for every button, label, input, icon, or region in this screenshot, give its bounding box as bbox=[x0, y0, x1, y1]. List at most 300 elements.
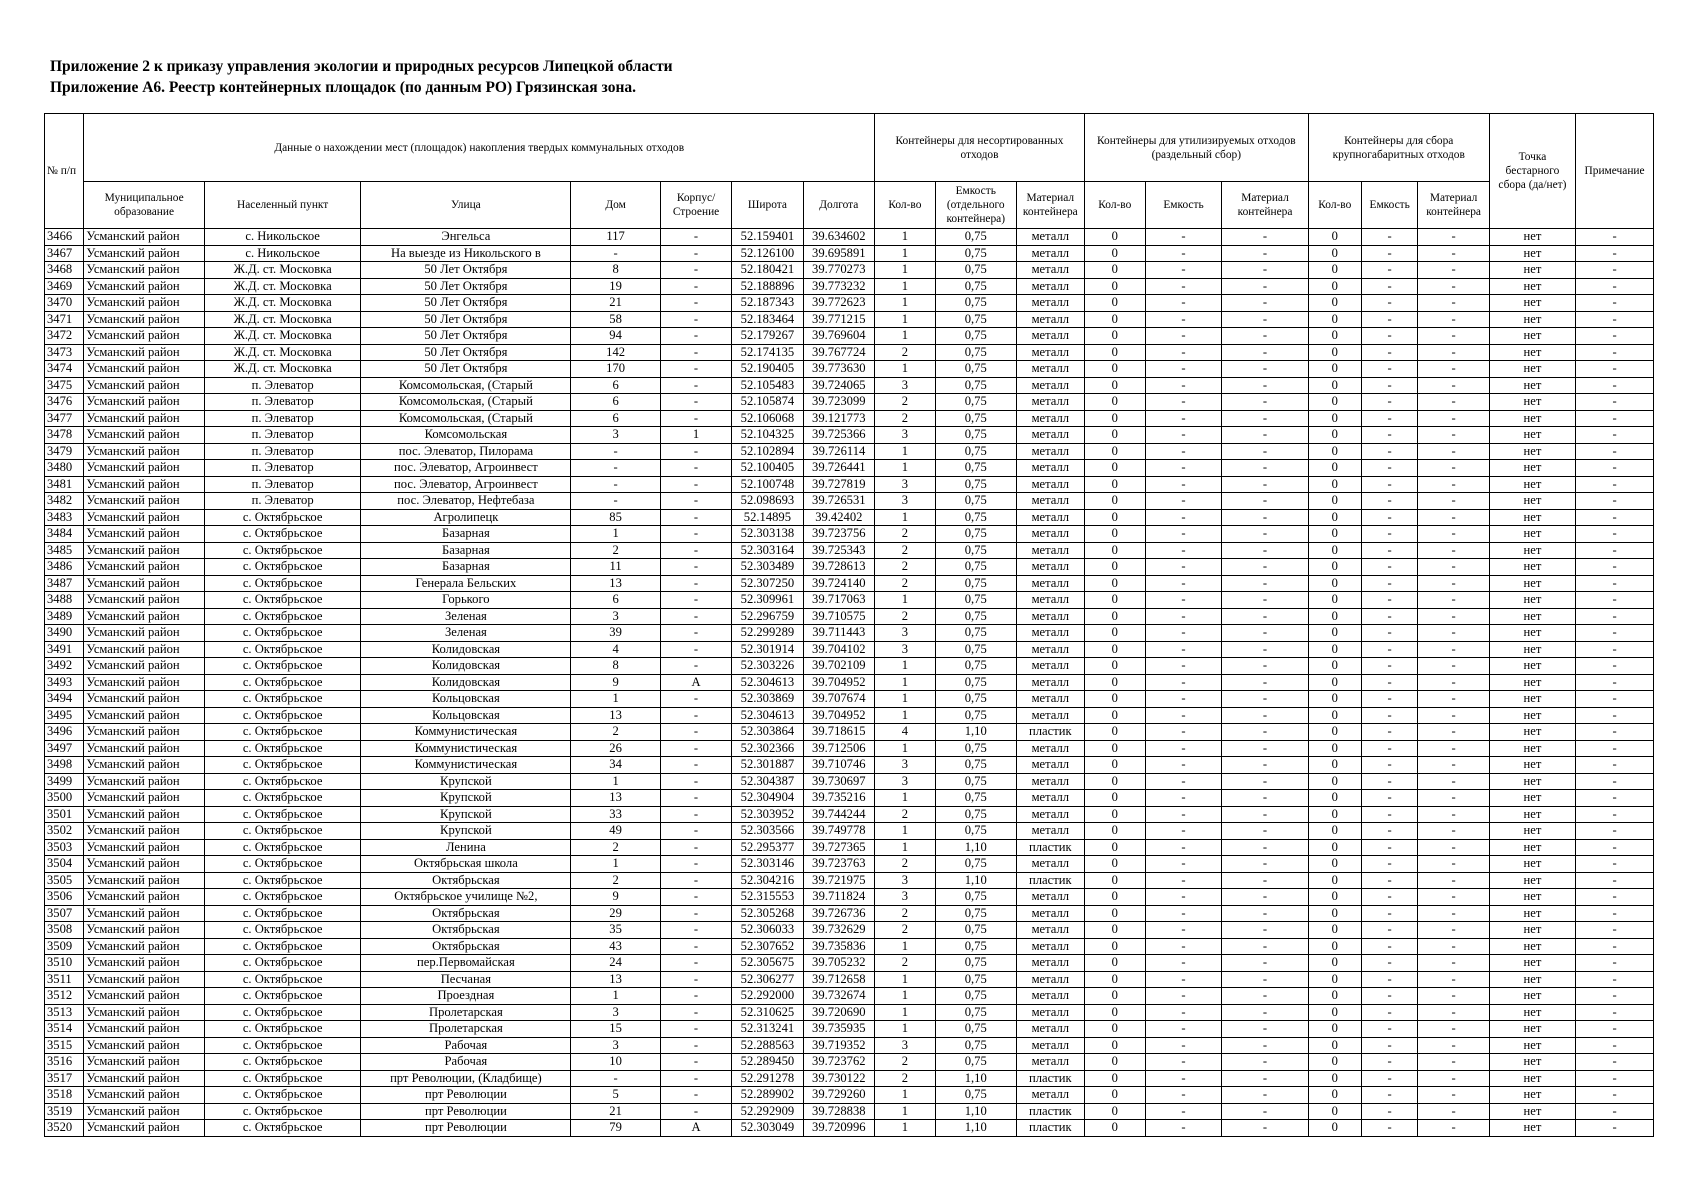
header-street: Улица bbox=[361, 182, 571, 229]
cell-municipality: Усманский район bbox=[84, 823, 204, 840]
cell-bulky-count: 0 bbox=[1308, 625, 1361, 642]
cell-bulky-count: 0 bbox=[1308, 1070, 1361, 1087]
cell-recyclable-material: - bbox=[1222, 872, 1308, 889]
cell-collection-point: нет bbox=[1489, 1087, 1575, 1104]
cell-number: 3491 bbox=[45, 641, 84, 658]
cell-recyclable-capacity: - bbox=[1145, 559, 1222, 576]
cell-recyclable-material: - bbox=[1222, 608, 1308, 625]
cell-house: 11 bbox=[571, 559, 661, 576]
cell-number: 3489 bbox=[45, 608, 84, 625]
cell-number: 3512 bbox=[45, 988, 84, 1005]
cell-longitude: 39.729260 bbox=[803, 1087, 874, 1104]
cell-bulky-count: 0 bbox=[1308, 278, 1361, 295]
cell-building: - bbox=[660, 278, 731, 295]
cell-recyclable-material: - bbox=[1222, 971, 1308, 988]
cell-house: 58 bbox=[571, 311, 661, 328]
cell-unsorted-count: 1 bbox=[875, 1103, 936, 1120]
cell-collection-point: нет bbox=[1489, 575, 1575, 592]
cell-street: Горького bbox=[361, 592, 571, 609]
cell-building: - bbox=[660, 872, 731, 889]
cell-collection-point: нет bbox=[1489, 922, 1575, 939]
cell-recyclable-count: 0 bbox=[1084, 377, 1145, 394]
cell-latitude: 52.303869 bbox=[732, 691, 803, 708]
cell-collection-point: нет bbox=[1489, 872, 1575, 889]
cell-unsorted-capacity: 0,75 bbox=[935, 922, 1016, 939]
cell-unsorted-capacity: 0,75 bbox=[935, 707, 1016, 724]
cell-recyclable-capacity: - bbox=[1145, 1021, 1222, 1038]
cell-unsorted-count: 2 bbox=[875, 394, 936, 411]
cell-unsorted-material: металл bbox=[1016, 361, 1084, 378]
cell-building: - bbox=[660, 493, 731, 510]
cell-collection-point: нет bbox=[1489, 1120, 1575, 1137]
cell-longitude: 39.730122 bbox=[803, 1070, 874, 1087]
cell-municipality: Усманский район bbox=[84, 905, 204, 922]
table-row bbox=[45, 295, 1654, 312]
cell-recyclable-material: - bbox=[1222, 1120, 1308, 1137]
cell-recyclable-count: 0 bbox=[1084, 1103, 1145, 1120]
cell-unsorted-material: металл bbox=[1016, 757, 1084, 774]
cell-bulky-capacity: - bbox=[1361, 823, 1417, 840]
cell-municipality: Усманский район bbox=[84, 641, 204, 658]
table-row bbox=[45, 427, 1654, 444]
cell-bulky-capacity: - bbox=[1361, 245, 1417, 262]
cell-recyclable-material: - bbox=[1222, 542, 1308, 559]
cell-bulky-material: - bbox=[1418, 311, 1489, 328]
cell-recyclable-count: 0 bbox=[1084, 460, 1145, 477]
cell-latitude: 52.305268 bbox=[732, 905, 803, 922]
cell-bulky-count: 0 bbox=[1308, 889, 1361, 906]
cell-recyclable-material: - bbox=[1222, 938, 1308, 955]
cell-number: 3496 bbox=[45, 724, 84, 741]
cell-recyclable-material: - bbox=[1222, 1021, 1308, 1038]
cell-recyclable-capacity: - bbox=[1145, 460, 1222, 477]
cell-municipality: Усманский район bbox=[84, 740, 204, 757]
cell-latitude: 52.183464 bbox=[732, 311, 803, 328]
cell-bulky-capacity: - bbox=[1361, 1087, 1417, 1104]
cell-bulky-capacity: - bbox=[1361, 641, 1417, 658]
cell-building: - bbox=[660, 1021, 731, 1038]
cell-collection-point: нет bbox=[1489, 707, 1575, 724]
cell-number: 3482 bbox=[45, 493, 84, 510]
cell-recyclable-capacity: - bbox=[1145, 278, 1222, 295]
cell-recyclable-material: - bbox=[1222, 674, 1308, 691]
cell-unsorted-capacity: 0,75 bbox=[935, 1037, 1016, 1054]
cell-street: Коммунистическая bbox=[361, 740, 571, 757]
cell-recyclable-material: - bbox=[1222, 245, 1308, 262]
cell-unsorted-capacity: 0,75 bbox=[935, 410, 1016, 427]
cell-unsorted-count: 1 bbox=[875, 295, 936, 312]
cell-longitude: 39.732674 bbox=[803, 988, 874, 1005]
cell-street: Комсомольская, (Старый bbox=[361, 394, 571, 411]
cell-recyclable-material: - bbox=[1222, 509, 1308, 526]
cell-recyclable-count: 0 bbox=[1084, 922, 1145, 939]
cell-unsorted-material: металл bbox=[1016, 938, 1084, 955]
cell-unsorted-count: 2 bbox=[875, 905, 936, 922]
table-row bbox=[45, 559, 1654, 576]
cell-unsorted-material: металл bbox=[1016, 1087, 1084, 1104]
cell-bulky-count: 0 bbox=[1308, 1021, 1361, 1038]
cell-settlement: п. Элеватор bbox=[204, 394, 361, 411]
cell-unsorted-count: 3 bbox=[875, 427, 936, 444]
cell-bulky-capacity: - bbox=[1361, 971, 1417, 988]
cell-unsorted-material: металл bbox=[1016, 1037, 1084, 1054]
cell-municipality: Усманский район bbox=[84, 278, 204, 295]
cell-unsorted-count: 1 bbox=[875, 328, 936, 345]
cell-bulky-count: 0 bbox=[1308, 608, 1361, 625]
cell-street: 50 Лет Октября bbox=[361, 328, 571, 345]
cell-recyclable-material: - bbox=[1222, 625, 1308, 642]
cell-note: - bbox=[1576, 559, 1654, 576]
cell-bulky-count: 0 bbox=[1308, 262, 1361, 279]
cell-unsorted-material: металл bbox=[1016, 410, 1084, 427]
cell-collection-point: нет bbox=[1489, 443, 1575, 460]
cell-bulky-capacity: - bbox=[1361, 740, 1417, 757]
cell-note: - bbox=[1576, 773, 1654, 790]
header-note: Примечание bbox=[1576, 114, 1654, 229]
cell-unsorted-material: металл bbox=[1016, 955, 1084, 972]
cell-longitude: 39.710746 bbox=[803, 757, 874, 774]
cell-municipality: Усманский район bbox=[84, 1070, 204, 1087]
cell-house: 13 bbox=[571, 790, 661, 807]
cell-building: - bbox=[660, 856, 731, 873]
cell-house: 5 bbox=[571, 1087, 661, 1104]
cell-note: - bbox=[1576, 625, 1654, 642]
cell-bulky-material: - bbox=[1418, 922, 1489, 939]
cell-bulky-material: - bbox=[1418, 1037, 1489, 1054]
cell-collection-point: нет bbox=[1489, 955, 1575, 972]
cell-latitude: 52.292000 bbox=[732, 988, 803, 1005]
cell-bulky-material: - bbox=[1418, 757, 1489, 774]
cell-bulky-count: 0 bbox=[1308, 311, 1361, 328]
cell-house: 6 bbox=[571, 394, 661, 411]
table-row bbox=[45, 1087, 1654, 1104]
cell-recyclable-count: 0 bbox=[1084, 691, 1145, 708]
cell-settlement: п. Элеватор bbox=[204, 476, 361, 493]
cell-recyclable-capacity: - bbox=[1145, 839, 1222, 856]
cell-note: - bbox=[1576, 476, 1654, 493]
cell-unsorted-count: 3 bbox=[875, 377, 936, 394]
cell-municipality: Усманский район bbox=[84, 955, 204, 972]
cell-longitude: 39.704952 bbox=[803, 707, 874, 724]
cell-settlement: с. Октябрьское bbox=[204, 1054, 361, 1071]
cell-unsorted-material: металл bbox=[1016, 394, 1084, 411]
cell-unsorted-count: 1 bbox=[875, 443, 936, 460]
cell-collection-point: нет bbox=[1489, 559, 1575, 576]
cell-number: 3468 bbox=[45, 262, 84, 279]
cell-municipality: Усманский район bbox=[84, 724, 204, 741]
cell-number: 3484 bbox=[45, 526, 84, 543]
table-row bbox=[45, 856, 1654, 873]
cell-settlement: с. Октябрьское bbox=[204, 740, 361, 757]
cell-bulky-material: - bbox=[1418, 493, 1489, 510]
cell-street: 50 Лет Октября bbox=[361, 262, 571, 279]
cell-unsorted-count: 2 bbox=[875, 1054, 936, 1071]
cell-street: Октябрьская bbox=[361, 938, 571, 955]
cell-recyclable-material: - bbox=[1222, 526, 1308, 543]
cell-unsorted-capacity: 0,75 bbox=[935, 608, 1016, 625]
cell-building: А bbox=[660, 674, 731, 691]
cell-unsorted-count: 3 bbox=[875, 641, 936, 658]
cell-collection-point: нет bbox=[1489, 229, 1575, 246]
cell-note: - bbox=[1576, 295, 1654, 312]
cell-municipality: Усманский район bbox=[84, 542, 204, 559]
cell-unsorted-capacity: 1,10 bbox=[935, 1103, 1016, 1120]
cell-settlement: с. Октябрьское bbox=[204, 707, 361, 724]
cell-unsorted-count: 2 bbox=[875, 410, 936, 427]
cell-note: - bbox=[1576, 575, 1654, 592]
cell-building: - bbox=[660, 542, 731, 559]
cell-latitude: 52.098693 bbox=[732, 493, 803, 510]
cell-building: А bbox=[660, 1120, 731, 1137]
cell-bulky-material: - bbox=[1418, 328, 1489, 345]
cell-bulky-count: 0 bbox=[1308, 410, 1361, 427]
cell-collection-point: нет bbox=[1489, 823, 1575, 840]
cell-building: - bbox=[660, 559, 731, 576]
cell-municipality: Усманский район bbox=[84, 377, 204, 394]
cell-street: пер.Первомайская bbox=[361, 955, 571, 972]
cell-note: - bbox=[1576, 740, 1654, 757]
header-collection-point: Точка бестарного сбора (да/нет) bbox=[1489, 114, 1575, 229]
cell-unsorted-count: 2 bbox=[875, 559, 936, 576]
cell-note: - bbox=[1576, 1054, 1654, 1071]
cell-note: - bbox=[1576, 608, 1654, 625]
cell-bulky-capacity: - bbox=[1361, 1120, 1417, 1137]
cell-unsorted-capacity: 0,75 bbox=[935, 1087, 1016, 1104]
table-body bbox=[45, 229, 1654, 1137]
cell-latitude: 52.303864 bbox=[732, 724, 803, 741]
cell-bulky-count: 0 bbox=[1308, 542, 1361, 559]
cell-recyclable-capacity: - bbox=[1145, 410, 1222, 427]
cell-unsorted-capacity: 0,75 bbox=[935, 905, 1016, 922]
cell-collection-point: нет bbox=[1489, 856, 1575, 873]
cell-note: - bbox=[1576, 361, 1654, 378]
cell-recyclable-material: - bbox=[1222, 806, 1308, 823]
cell-note: - bbox=[1576, 328, 1654, 345]
cell-building: - bbox=[660, 410, 731, 427]
cell-collection-point: нет bbox=[1489, 278, 1575, 295]
cell-municipality: Усманский район bbox=[84, 872, 204, 889]
cell-unsorted-material: металл bbox=[1016, 625, 1084, 642]
cell-bulky-capacity: - bbox=[1361, 790, 1417, 807]
cell-recyclable-capacity: - bbox=[1145, 361, 1222, 378]
cell-recyclable-count: 0 bbox=[1084, 938, 1145, 955]
document-heading bbox=[50, 56, 673, 98]
cell-collection-point: нет bbox=[1489, 245, 1575, 262]
cell-house: 117 bbox=[571, 229, 661, 246]
cell-recyclable-capacity: - bbox=[1145, 625, 1222, 642]
cell-recyclable-capacity: - bbox=[1145, 938, 1222, 955]
cell-unsorted-capacity: 0,75 bbox=[935, 575, 1016, 592]
cell-latitude: 52.304387 bbox=[732, 773, 803, 790]
cell-longitude: 39.711824 bbox=[803, 889, 874, 906]
cell-latitude: 52.307250 bbox=[732, 575, 803, 592]
cell-recyclable-material: - bbox=[1222, 295, 1308, 312]
cell-house: 85 bbox=[571, 509, 661, 526]
cell-recyclable-capacity: - bbox=[1145, 724, 1222, 741]
cell-bulky-capacity: - bbox=[1361, 625, 1417, 642]
cell-number: 3467 bbox=[45, 245, 84, 262]
cell-unsorted-material: металл bbox=[1016, 707, 1084, 724]
cell-unsorted-capacity: 0,75 bbox=[935, 427, 1016, 444]
cell-bulky-capacity: - bbox=[1361, 394, 1417, 411]
cell-bulky-material: - bbox=[1418, 295, 1489, 312]
cell-unsorted-count: 1 bbox=[875, 509, 936, 526]
cell-recyclable-count: 0 bbox=[1084, 625, 1145, 642]
cell-unsorted-material: металл bbox=[1016, 674, 1084, 691]
cell-bulky-count: 0 bbox=[1308, 922, 1361, 939]
cell-municipality: Усманский район bbox=[84, 757, 204, 774]
cell-longitude: 39.724140 bbox=[803, 575, 874, 592]
cell-number: 3483 bbox=[45, 509, 84, 526]
cell-building: - bbox=[660, 691, 731, 708]
cell-longitude: 39.728613 bbox=[803, 559, 874, 576]
cell-recyclable-material: - bbox=[1222, 889, 1308, 906]
cell-unsorted-material: металл bbox=[1016, 790, 1084, 807]
cell-house: 6 bbox=[571, 592, 661, 609]
cell-collection-point: нет bbox=[1489, 427, 1575, 444]
cell-bulky-count: 0 bbox=[1308, 526, 1361, 543]
cell-recyclable-capacity: - bbox=[1145, 955, 1222, 972]
cell-unsorted-count: 2 bbox=[875, 1070, 936, 1087]
cell-note: - bbox=[1576, 493, 1654, 510]
cell-bulky-count: 0 bbox=[1308, 427, 1361, 444]
cell-latitude: 52.302366 bbox=[732, 740, 803, 757]
cell-settlement: с. Октябрьское bbox=[204, 889, 361, 906]
cell-unsorted-material: металл bbox=[1016, 328, 1084, 345]
cell-unsorted-capacity: 0,75 bbox=[935, 889, 1016, 906]
cell-note: - bbox=[1576, 427, 1654, 444]
cell-recyclable-count: 0 bbox=[1084, 658, 1145, 675]
table-row bbox=[45, 608, 1654, 625]
header-house: Дом bbox=[571, 182, 661, 229]
cell-collection-point: нет bbox=[1489, 493, 1575, 510]
cell-bulky-count: 0 bbox=[1308, 245, 1361, 262]
cell-bulky-count: 0 bbox=[1308, 1103, 1361, 1120]
cell-bulky-material: - bbox=[1418, 691, 1489, 708]
cell-bulky-material: - bbox=[1418, 872, 1489, 889]
cell-bulky-material: - bbox=[1418, 361, 1489, 378]
cell-unsorted-material: металл bbox=[1016, 608, 1084, 625]
cell-building: - bbox=[660, 707, 731, 724]
cell-longitude: 39.723099 bbox=[803, 394, 874, 411]
cell-recyclable-material: - bbox=[1222, 394, 1308, 411]
cell-unsorted-material: металл bbox=[1016, 905, 1084, 922]
cell-house: 24 bbox=[571, 955, 661, 972]
cell-unsorted-capacity: 0,75 bbox=[935, 361, 1016, 378]
cell-number: 3477 bbox=[45, 410, 84, 427]
cell-unsorted-count: 1 bbox=[875, 278, 936, 295]
header-unsorted-capacity: Емкость (отдельного контейнера) bbox=[935, 182, 1016, 229]
cell-recyclable-material: - bbox=[1222, 773, 1308, 790]
cell-bulky-capacity: - bbox=[1361, 460, 1417, 477]
cell-street: прт Революции bbox=[361, 1103, 571, 1120]
header-recyclable-group: Контейнеры для утилизируемых отходов (раздельный сбор) bbox=[1084, 114, 1308, 182]
cell-unsorted-capacity: 0,75 bbox=[935, 1054, 1016, 1071]
cell-building: - bbox=[660, 245, 731, 262]
cell-collection-point: нет bbox=[1489, 641, 1575, 658]
cell-municipality: Усманский район bbox=[84, 592, 204, 609]
cell-longitude: 39.769604 bbox=[803, 328, 874, 345]
table-row bbox=[45, 476, 1654, 493]
cell-house: - bbox=[571, 443, 661, 460]
cell-recyclable-count: 0 bbox=[1084, 971, 1145, 988]
cell-street: Комсомольская, (Старый bbox=[361, 410, 571, 427]
cell-street: Зеленая bbox=[361, 625, 571, 642]
cell-recyclable-capacity: - bbox=[1145, 311, 1222, 328]
cell-building: - bbox=[660, 641, 731, 658]
cell-bulky-count: 0 bbox=[1308, 1087, 1361, 1104]
cell-house: 8 bbox=[571, 658, 661, 675]
cell-note: - bbox=[1576, 971, 1654, 988]
cell-recyclable-count: 0 bbox=[1084, 806, 1145, 823]
cell-unsorted-capacity: 0,75 bbox=[935, 773, 1016, 790]
cell-unsorted-capacity: 0,75 bbox=[935, 493, 1016, 510]
cell-house: 35 bbox=[571, 922, 661, 939]
cell-street: Крупской bbox=[361, 790, 571, 807]
cell-longitude: 39.744244 bbox=[803, 806, 874, 823]
cell-bulky-material: - bbox=[1418, 509, 1489, 526]
cell-note: - bbox=[1576, 278, 1654, 295]
cell-unsorted-capacity: 0,75 bbox=[935, 592, 1016, 609]
table-row bbox=[45, 740, 1654, 757]
cell-latitude: 52.292909 bbox=[732, 1103, 803, 1120]
cell-bulky-capacity: - bbox=[1361, 707, 1417, 724]
cell-recyclable-capacity: - bbox=[1145, 262, 1222, 279]
cell-recyclable-capacity: - bbox=[1145, 971, 1222, 988]
cell-longitude: 39.735836 bbox=[803, 938, 874, 955]
table-row bbox=[45, 674, 1654, 691]
cell-recyclable-material: - bbox=[1222, 641, 1308, 658]
cell-recyclable-capacity: - bbox=[1145, 394, 1222, 411]
cell-street: Октябрьская bbox=[361, 872, 571, 889]
cell-latitude: 52.307652 bbox=[732, 938, 803, 955]
cell-unsorted-count: 1 bbox=[875, 460, 936, 477]
header-location-group: Данные о нахождении мест (площадок) накопления твердых коммунальных отходов bbox=[84, 114, 875, 182]
cell-bulky-count: 0 bbox=[1308, 1054, 1361, 1071]
cell-latitude: 52.303566 bbox=[732, 823, 803, 840]
cell-bulky-count: 0 bbox=[1308, 377, 1361, 394]
cell-house: 1 bbox=[571, 773, 661, 790]
cell-street: Агролипецк bbox=[361, 509, 571, 526]
cell-unsorted-count: 3 bbox=[875, 757, 936, 774]
cell-bulky-capacity: - bbox=[1361, 509, 1417, 526]
cell-municipality: Усманский район bbox=[84, 509, 204, 526]
cell-unsorted-capacity: 0,75 bbox=[935, 559, 1016, 576]
cell-number: 3485 bbox=[45, 542, 84, 559]
header-recyclable-material: Материал контейнера bbox=[1222, 182, 1308, 229]
cell-bulky-capacity: - bbox=[1361, 229, 1417, 246]
cell-bulky-count: 0 bbox=[1308, 394, 1361, 411]
cell-settlement: с. Октябрьское bbox=[204, 592, 361, 609]
cell-number: 3472 bbox=[45, 328, 84, 345]
table-row bbox=[45, 262, 1654, 279]
cell-recyclable-capacity: - bbox=[1145, 377, 1222, 394]
cell-house: 43 bbox=[571, 938, 661, 955]
cell-street: Октябрьская bbox=[361, 905, 571, 922]
cell-note: - bbox=[1576, 658, 1654, 675]
cell-unsorted-count: 2 bbox=[875, 526, 936, 543]
cell-municipality: Усманский район bbox=[84, 311, 204, 328]
cell-number: 3495 bbox=[45, 707, 84, 724]
cell-house: 13 bbox=[571, 971, 661, 988]
cell-note: - bbox=[1576, 311, 1654, 328]
cell-bulky-capacity: - bbox=[1361, 427, 1417, 444]
cell-note: - bbox=[1576, 1070, 1654, 1087]
cell-building: - bbox=[660, 460, 731, 477]
cell-unsorted-capacity: 0,75 bbox=[935, 691, 1016, 708]
cell-latitude: 52.309961 bbox=[732, 592, 803, 609]
cell-house: - bbox=[571, 1070, 661, 1087]
